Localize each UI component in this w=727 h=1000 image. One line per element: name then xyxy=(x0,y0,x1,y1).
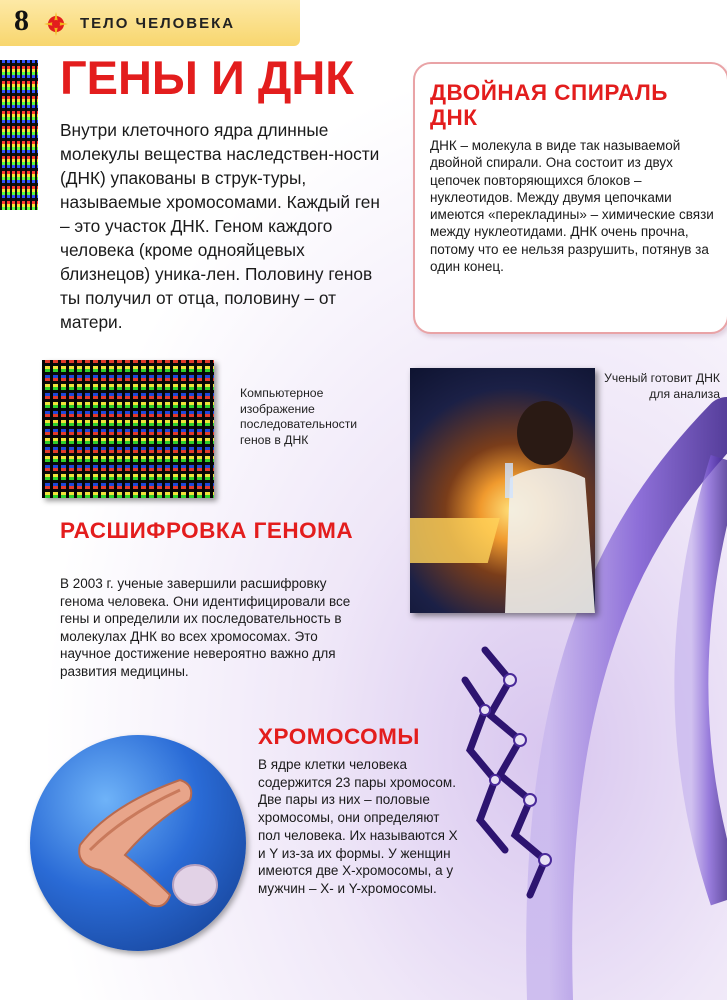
photo-caption: Ученый готовит ДНК для анализа xyxy=(604,371,720,401)
page-title: ГЕНЫ И ДНК xyxy=(60,51,354,104)
section-title: ТЕЛО ЧЕЛОВЕКА xyxy=(80,15,236,32)
page-number: 8 xyxy=(14,4,29,37)
genome-heading: РАСШИФРОВКА ГЕНОМА xyxy=(60,518,354,543)
intro-paragraph: Внутри клеточного ядра длинные молекулы вещества наследствен-ности (ДНК) упакованы в струк-туры, называемые хромосомами. Каждый ген – это участок ДНК. Геном каждого человека (кроме однояйцевых близнецов) уника-лен. Половину генов ты получил от отца, половину – от матери. xyxy=(60,120,380,332)
gene-sequence-image xyxy=(42,360,214,498)
scientist-silhouette xyxy=(410,368,595,613)
genome-paragraph: В 2003 г. ученые завершили расшифровку генома человека. Они идентифицировали все гены и определили их последовательность в молекулах ДНК во всех хромосомах. Это научное достижение невероятно важно для развития медицины. xyxy=(60,576,351,679)
chromosomes-paragraph: В ядре клетки человека содержится 23 пары хромосом. Две пары из них – половые хромосомы, они определяют пол человека. Их называются X и Y из-за их формы. У женщин имеются две X-хромосомы, а у мужчин – X- и Y-хромосомы. xyxy=(258,757,458,896)
callout-text: ДНК – молекула в виде так называемой двойной спирали. Она состоит из двух цепочек повторяющихся блоков – нуклеотидов. Между двумя цепочками имеются «перекладины» – химические связи между нуклеотидами. ДНК очень прочна, потому что ее нельзя разрушить, потянув за один конец. xyxy=(430,138,714,275)
chromosome-image xyxy=(30,735,246,951)
scientist-photo xyxy=(410,368,595,613)
compass-icon xyxy=(44,12,68,36)
chromosomes-heading: ХРОМОСОМЫ xyxy=(258,724,420,749)
chromosome-shape xyxy=(30,735,246,951)
gene-image-caption: Компьютерное изображение последовательности генов в ДНК xyxy=(240,386,358,447)
callout-title: ДВОЙНАЯ СПИРАЛЬ ДНК xyxy=(430,80,668,130)
dna-sequence-strip xyxy=(0,60,38,210)
